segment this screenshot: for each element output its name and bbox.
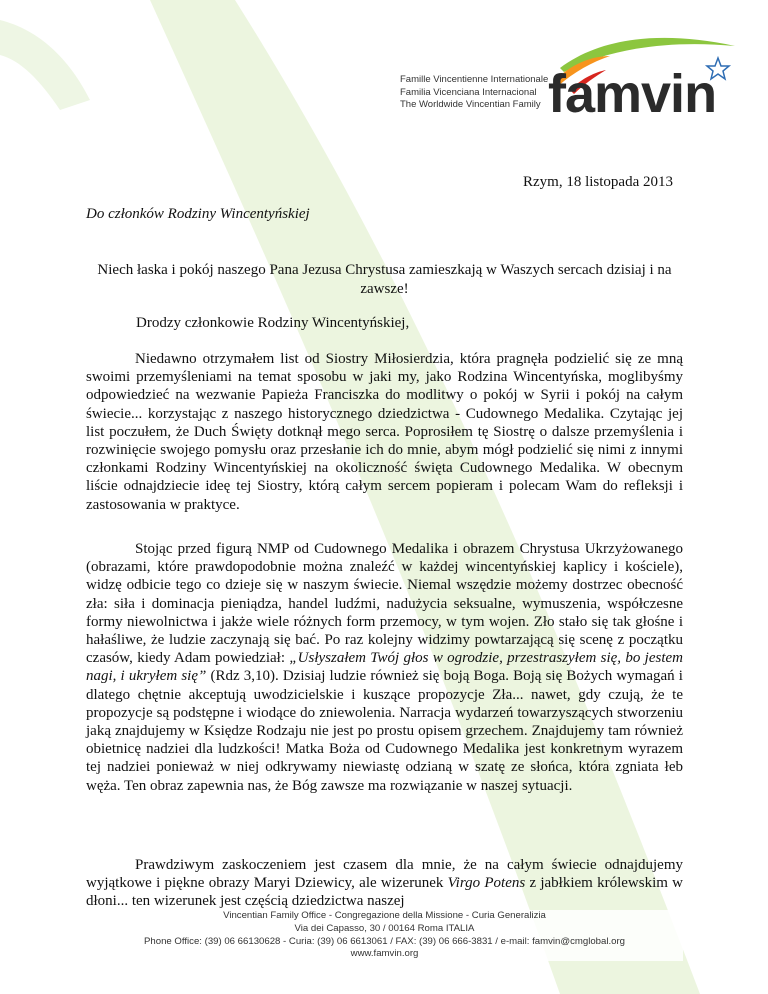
letter-recipient: Do członków Rodziny Wincentyńskiej [86,206,310,222]
paragraph-2-quote: „Usłyszałem Twój głos w ogrodzie, przestraszyłem się, bo jestem nagi, i ukryłem się” [86,650,683,685]
letter-greeting: Niech łaska i pokój naszego Pana Jezusa Chrystusa zamieszkają w Waszych sercach dzisiaj i na zawsze! [97,262,672,297]
paragraph-1: Niedawno otrzymałem list od Siostry Miłosierdzia, która pragnęła podzielić się ze mną swoimi przemyśleniami na temat sposobu w jaki my, jako Rodzina Wincentyńska, moglibyśmy odpowiedzieć na wezwanie Papieża Franciszka do modlitwy o pokój w Syrii i pokój na całym świecie... korzystając z naszego historycznego dziedzictwa - Cudownego Medalika. Czytając jej list poczułem, że Duch Święty dotknął mego serca. Poprosiłem tę Siostrę o dalsze przemyślenia i rozwinięcie swojego pomysłu oraz przesłanie ich do mnie, abym mógł podzielić się nimi z innymi członkami Rodziny Wincentyńskiej na okoliczność święta Cudownego Medalika. W obecnym liście odnajdziecie ideę tej Siostry, którą całym sercem popieram i polecam Wam do refleksji i zastosowania w praktyce. [86,351,683,513]
paragraph-2-part-a: Stojąc przed figurą NMP od Cudownego Medalika i obrazem Chrystusa Ukrzyżowanego (obrazami, które prawdopodobnie można znaleźć w każdej wincentyńskiej kaplicy i kościele), widzę odbicie tego co dzieje się w naszym świecie. Niemal wszędzie możemy dostrzec obecność zła: siła i dominacja pieniądza, handel ludźmi, nadużycia seksualne, wymuszenia, współczesne formy niewolnictwa i jakże wiele różnych form przemocy, w tym wojen. Zło stało się tak głośne i hałaśliwe, że ludzie zaczynają się bać. Po raz kolejny widzimy powtarzającą się scenę z początku czasów, kiedy Adam powiedział: [86,541,683,667]
letter-footer [86,910,683,961]
footer-contact: Phone Office: (39) 06 66130628 - Curia: (39) 06 6613061 / FAX: (39) 06 666-3831 / e-mail: famvin@cmglobal.org [144,935,625,947]
footer-address: Via dei Capasso, 30 / 00164 Roma ITALIA [294,922,475,934]
footer-website: www.famvin.org [350,948,419,960]
paragraph-3 [86,856,683,911]
footer-office: Vincentian Family Office - Congregazione della Missione - Curia Generalizia [223,910,546,921]
paragraph-2-part-b: (Rdz 3,10). Dzisiaj ludzie również się boją Boga. Boją się Bożych wymagań i dlatego chętnie akceptują uwodzicielskie i kuszące propozycje Zła... nawet, gdy czują, że te propozycje są podstępne i wiodące do zniewolenia. Narracja wydarzeń towarzyszących stworzeniu jaką znajdujemy w Księdze Rodzaju nie jest po prostu opisem grzechem. Znajdujemy tam również obietnicę nadziei dla ludzkości! Matka Boża od Cudownego Medalika jest konkretnym wyrazem tej nadziei ponieważ w niej odkrywamy niewiastę odzianą w szatę ze słońca, która zgniata łeb węża. Ten obraz zapewnia nas, że Bóg zawsze ma rozwiązanie w naszej sytuacji. [86,668,683,794]
tagline-fr: Famille Vincentienne Internationale [400,74,549,85]
paragraph-3-part-b: z jabłkiem królewskim w dłoni... ten wizerunek jest częścią dziedzictwa naszej [86,875,683,910]
logo-taglines [400,74,560,112]
paragraph-2 [86,540,683,795]
letter-salutation: Drodzy członkowie Rodziny Wincentyńskiej, [136,315,410,331]
famvin-wordmark: famvin [548,64,717,124]
letter-date: Rzym, 18 listopada 2013 [523,174,673,190]
tagline-es: Familia Vicenciana Internacional [400,86,537,98]
paragraph-3-part-a: Prawdziwym zaskoczeniem jest czasem dla mnie, że na całym świecie odnajdujemy wyjątkowe i piękne obrazy Maryi Dziewicy, ale wizerunek [86,857,683,892]
tagline-en: The Worldwide Vincentian Family [400,99,541,110]
paragraph-3-italic: Virgo Potens [447,875,526,892]
